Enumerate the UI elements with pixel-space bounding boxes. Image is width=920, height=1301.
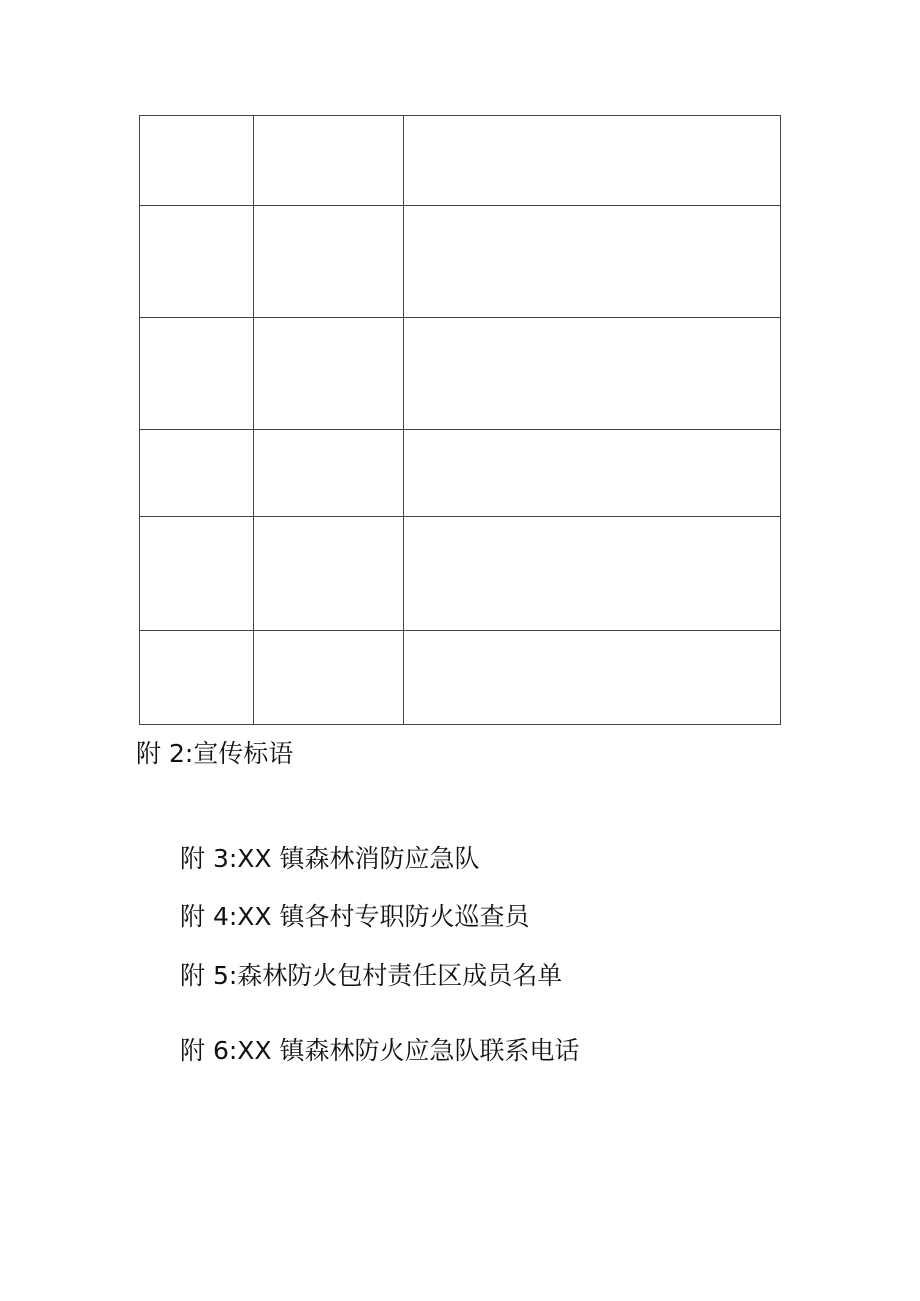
table-cell	[254, 517, 404, 631]
table-row	[140, 318, 781, 430]
table-cell	[140, 318, 254, 430]
attachment-2-label: 附 2:宣传标语	[136, 739, 294, 768]
table-cell	[140, 517, 254, 631]
table-cell	[404, 206, 781, 318]
table-cell	[140, 430, 254, 517]
blank-grid-table	[139, 115, 781, 725]
table-cell	[254, 206, 404, 318]
attachment-3-label: 附 3:XX 镇森林消防应急队	[180, 844, 480, 873]
table-cell	[254, 631, 404, 725]
table-cell	[404, 116, 781, 206]
attachment-4-label: 附 4:XX 镇各村专职防火巡查员	[180, 902, 530, 931]
table-cell	[140, 631, 254, 725]
table-row	[140, 430, 781, 517]
attachment-5-label: 附 5:森林防火包村责任区成员名单	[180, 961, 563, 990]
table-cell	[404, 318, 781, 430]
table-cell	[404, 631, 781, 725]
table-cell	[404, 517, 781, 631]
table-row	[140, 631, 781, 725]
table-row	[140, 517, 781, 631]
attachment-6-label: 附 6:XX 镇森林防火应急队联系电话	[180, 1036, 580, 1065]
table-cell	[254, 116, 404, 206]
table-row	[140, 206, 781, 318]
table-cell	[140, 116, 254, 206]
table-cell	[254, 430, 404, 517]
table-cell	[140, 206, 254, 318]
table-cell	[254, 318, 404, 430]
table-row	[140, 116, 781, 206]
table-cell	[404, 430, 781, 517]
